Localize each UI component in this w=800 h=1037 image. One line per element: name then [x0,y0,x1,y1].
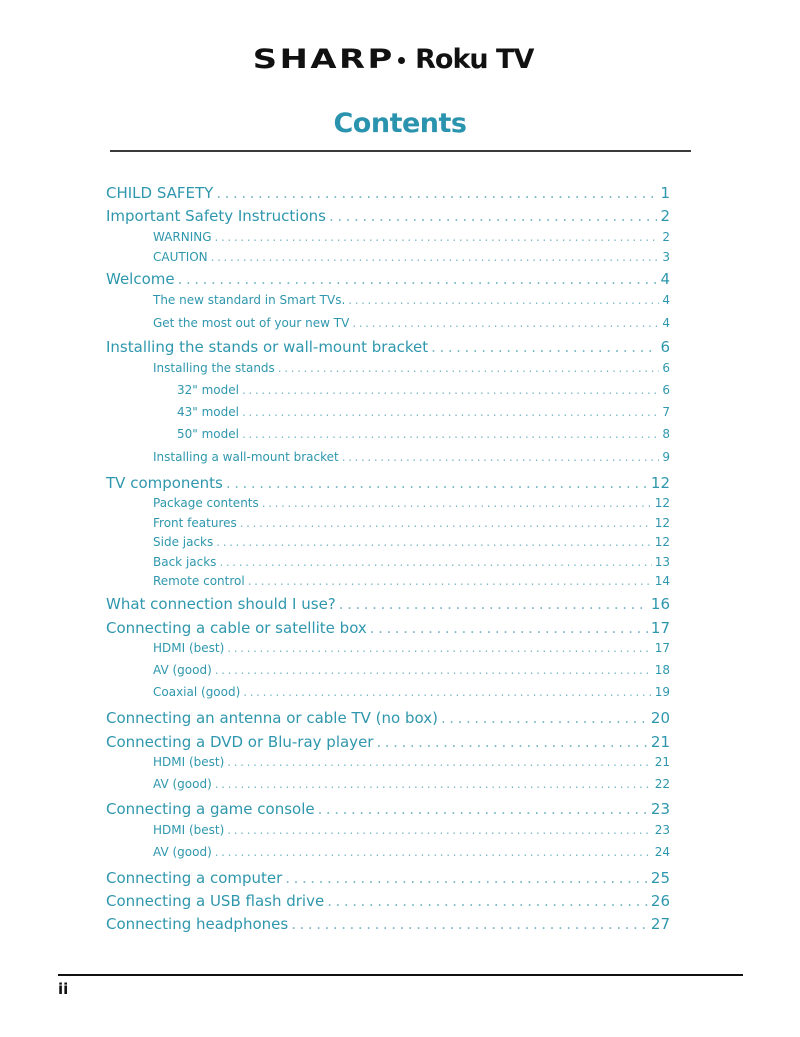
toc-entry-level-2[interactable] [153,685,670,699]
toc-entry-level-2[interactable] [153,641,670,655]
toc-entry-level-1[interactable] [106,892,670,910]
toc-entry-title[interactable]: HDMI (best) [153,823,225,837]
toc-entry-page-number[interactable]: 17 [650,619,670,637]
dot-leader [211,250,660,264]
dot-leader [242,405,659,419]
toc-entry-level-3[interactable] [177,405,670,419]
toc-entry-level-2[interactable] [153,777,670,791]
toc-entry-level-1[interactable] [106,709,670,727]
toc-entry-page-number[interactable]: 17 [654,641,670,655]
toc-entry-page-number[interactable]: 16 [650,595,670,613]
dot-leader [215,230,660,244]
brand-roku-tv: Roku TV [415,44,534,75]
toc-entry-title[interactable]: Connecting headphones [106,915,289,933]
toc-entry-title[interactable]: Installing the stands [153,361,275,375]
toc-entry-level-2[interactable] [153,555,670,569]
toc-entry-title[interactable]: Welcome [106,270,175,288]
toc-entry-page-number[interactable]: 20 [650,709,670,727]
dot-leader [318,800,648,818]
toc-entry-level-2[interactable] [153,293,670,307]
toc-entry-level-1[interactable] [106,619,670,637]
toc-entry-title[interactable]: Connecting an antenna or cable TV (no box) [106,709,438,727]
dot-leader [248,574,652,588]
toc-entry-title[interactable]: 50" model [177,427,239,441]
toc-entry-level-1[interactable] [106,733,670,751]
toc-entry-page-number[interactable]: 12 [654,535,670,549]
dot-leader [215,663,652,677]
toc-entry-page-number[interactable]: 9 [662,450,670,464]
dot-leader [240,516,652,530]
toc-entry-page-number[interactable]: 19 [654,685,670,699]
toc-entry-level-2[interactable] [153,845,670,859]
toc-entry-page-number[interactable]: 4 [660,270,670,288]
toc-entry-level-1[interactable] [106,338,670,356]
dot-leader [352,316,659,330]
brand-sharp: SHARP [252,44,395,75]
toc-entry-title[interactable]: AV (good) [153,777,212,791]
dot-leader [278,361,660,375]
toc-entry-title[interactable]: CAUTION [153,250,208,264]
bullet-dot-icon [398,57,405,64]
toc-entry-page-number[interactable]: 3 [662,250,670,264]
dot-leader [216,184,657,202]
toc-entry-level-1[interactable] [106,800,670,818]
toc-entry-level-1[interactable] [106,270,670,288]
toc-entry-page-number[interactable]: 12 [654,496,670,510]
toc-entry-level-2[interactable] [153,663,670,677]
dot-leader [327,892,648,910]
toc-entry-level-1[interactable] [106,207,670,225]
toc-entry-title[interactable]: The new standard in Smart TVs. [153,293,346,307]
toc-entry-page-number[interactable]: 24 [654,845,670,859]
toc-entry-title[interactable]: Connecting a USB flash drive [106,892,325,910]
dot-leader [342,450,660,464]
dot-leader [227,755,651,769]
toc-entry-title[interactable]: Coaxial (good) [153,685,241,699]
toc-entry-level-3[interactable] [177,383,670,397]
dot-leader [219,555,651,569]
dot-leader [242,427,659,441]
dot-leader [431,338,657,356]
toc-entry-page-number[interactable]: 13 [654,555,670,569]
toc-entry-page-number[interactable]: 6 [660,338,670,356]
toc-entry-title[interactable]: 43" model [177,405,239,419]
toc-entry-level-2[interactable] [153,450,670,464]
dot-leader [227,823,651,837]
toc-entry-title[interactable]: Installing a wall-mount bracket [153,450,339,464]
dot-leader [285,869,648,887]
toc-entry-level-1[interactable] [106,474,670,492]
dot-leader [370,619,648,637]
toc-entry-page-number[interactable]: 2 [662,230,670,244]
toc-entry-level-2[interactable] [153,516,670,530]
toc-entry-page-number[interactable]: 6 [662,361,670,375]
dot-leader [339,595,648,613]
page-number: ii [58,980,69,998]
toc-entry-level-2[interactable] [153,230,670,244]
toc-entry-title[interactable]: Back jacks [153,555,217,569]
toc-entry-page-number[interactable]: 12 [650,474,670,492]
dot-leader [441,709,648,727]
toc-entry-title[interactable]: Remote control [153,574,245,588]
toc-entry-title[interactable]: Connecting a game console [106,800,315,818]
dot-leader [227,641,651,655]
toc-entry-page-number[interactable]: 18 [654,663,670,677]
toc-entry-page-number[interactable]: 1 [660,184,670,202]
dot-leader [242,383,659,397]
toc-entry-page-number[interactable]: 14 [654,574,670,588]
toc-entry-title[interactable]: Front features [153,516,237,530]
toc-entry-level-2[interactable] [153,535,670,549]
title-divider [110,150,691,152]
toc-entry-page-number[interactable]: 23 [654,823,670,837]
toc-entry-title[interactable]: HDMI (best) [153,755,225,769]
dot-leader [215,777,652,791]
toc-entry-title[interactable]: Connecting a computer [106,869,283,887]
toc-entry-title[interactable]: CHILD SAFETY [106,184,214,202]
dot-leader [348,293,659,307]
toc-entry-page-number[interactable]: 7 [662,405,670,419]
toc-entry-title[interactable]: Installing the stands or wall-mount bracket [106,338,429,356]
toc-entry-level-2[interactable] [153,250,670,264]
toc-entry-page-number[interactable]: 21 [654,755,670,769]
toc-entry-page-number[interactable]: 2 [660,207,670,225]
toc-entry-level-2[interactable] [153,755,670,769]
dot-leader [329,207,657,225]
toc-entry-title[interactable]: Side jacks [153,535,214,549]
dot-leader [243,685,651,699]
dot-leader [226,474,648,492]
toc-entry-level-2[interactable] [153,823,670,837]
toc-entry-page-number[interactable]: 22 [654,777,670,791]
brand-logo [0,44,800,75]
toc-entry-title[interactable]: HDMI (best) [153,641,225,655]
toc-entry-level-2[interactable] [153,316,670,330]
toc-entry-title[interactable]: What connection should I use? [106,595,336,613]
toc-entry-title[interactable]: TV components [106,474,223,492]
toc-entry-title[interactable]: Connecting a DVD or Blu-ray player [106,733,374,751]
toc-entry-title[interactable]: Get the most out of your new TV [153,316,350,330]
toc-entry-level-3[interactable] [177,427,670,441]
dot-leader [216,535,651,549]
page-title: Contents [333,108,467,139]
toc-entry-page-number[interactable]: 4 [662,293,670,307]
dot-leader [262,496,652,510]
toc-entry-title[interactable]: Connecting a cable or satellite box [106,619,367,637]
toc-entry-title[interactable]: AV (good) [153,845,212,859]
toc-entry-level-1[interactable] [106,595,670,613]
toc-entry-page-number[interactable]: 4 [662,316,670,330]
dot-leader [376,733,647,751]
toc-entry-level-1[interactable] [106,915,670,933]
toc-entry-page-number[interactable]: 8 [662,427,670,441]
toc-entry-level-1[interactable] [106,869,670,887]
toc-entry-page-number[interactable]: 6 [662,383,670,397]
dot-leader [291,915,648,933]
toc-entry-page-number[interactable]: 25 [650,869,670,887]
footer-divider [58,974,743,976]
toc-entry-level-2[interactable] [153,361,670,375]
toc-entry-title[interactable]: Package contents [153,496,259,510]
toc-entry-page-number[interactable]: 12 [654,516,670,530]
toc-entry-level-2[interactable] [153,496,670,510]
toc-entry-level-2[interactable] [153,574,670,588]
toc-entry-title[interactable]: Important Safety Instructions [106,207,326,225]
toc-entry-page-number[interactable]: 21 [650,733,670,751]
dot-leader [215,845,652,859]
toc-entry-title[interactable]: AV (good) [153,663,212,677]
dot-leader [178,270,658,288]
toc-entry-level-1[interactable] [106,184,670,202]
toc-entry-page-number[interactable]: 23 [650,800,670,818]
toc-entry-title[interactable]: WARNING [153,230,212,244]
toc-entry-page-number[interactable]: 26 [650,892,670,910]
toc-entry-title[interactable]: 32" model [177,383,239,397]
toc-entry-page-number[interactable]: 27 [650,915,670,933]
